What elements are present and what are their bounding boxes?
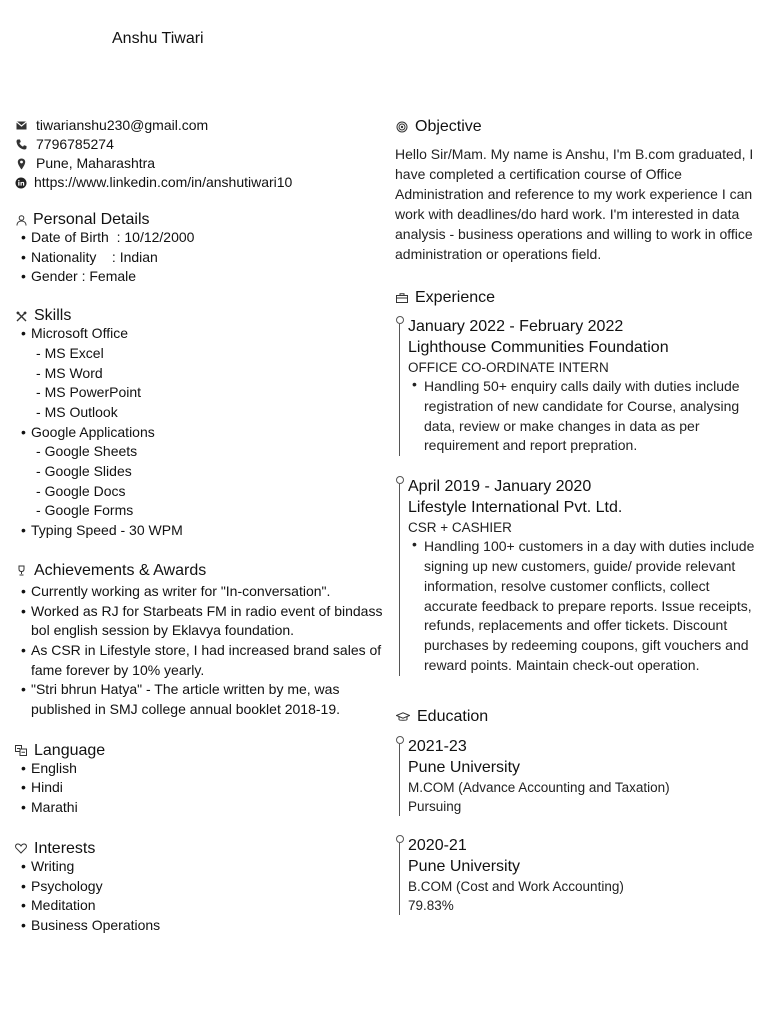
objective-section — [395, 116, 761, 264]
graduation-cap-icon — [395, 710, 411, 724]
personal-title: Personal Details — [33, 211, 150, 228]
list-item: • Hindi — [14, 778, 384, 798]
achievements-heading — [14, 560, 384, 582]
education-status: Pursuing — [408, 798, 462, 814]
target-icon — [395, 120, 409, 134]
map-pin-icon — [14, 157, 28, 171]
objective-heading — [395, 116, 761, 138]
contact-location — [14, 154, 384, 173]
list-item: • Google Applications — [14, 423, 384, 443]
list-subitem: - Google Sheets — [14, 442, 384, 462]
education-school: Pune University — [408, 758, 521, 776]
education-entry — [395, 835, 761, 915]
contact-block — [14, 116, 384, 192]
list-subitem: - MS Outlook — [14, 403, 384, 423]
objective-title: Objective — [415, 118, 482, 135]
list-item: • Nationality : Indian — [14, 248, 384, 268]
list-item: • Psychology — [14, 877, 384, 897]
skills-title: Skills — [34, 307, 72, 325]
email-text: tiwarianshu230@gmail.com — [36, 117, 209, 133]
experience-desc: • Handling 50+ enquiry calls daily with duties include registration of new candidate for Course, analysing data, review or make changes in data as per requirement and report prepration. — [408, 377, 761, 456]
experience-section — [395, 287, 761, 676]
contact-linkedin[interactable] — [14, 173, 384, 192]
list-item: • Currently working as writer for "In-conversation". — [14, 582, 384, 602]
phone-icon — [14, 138, 28, 152]
list-item: • Writing — [14, 857, 384, 877]
skills-section — [14, 305, 384, 541]
timeline-dot — [396, 835, 404, 843]
tools-icon — [14, 309, 28, 323]
achievements-list — [14, 582, 384, 720]
personal-list — [14, 228, 384, 287]
left-column — [14, 116, 384, 936]
timeline-line — [399, 843, 400, 915]
education-degree: M.COM (Advance Accounting and Taxation) — [408, 779, 670, 795]
list-item: • Gender : Female — [14, 267, 384, 287]
achievements-title: Achievements & Awards — [34, 561, 207, 579]
list-subitem: - Google Forms — [14, 501, 384, 521]
timeline-dot — [396, 476, 404, 484]
list-subitem: - MS Word — [14, 364, 384, 384]
experience-entry — [395, 316, 761, 456]
list-item: • As CSR in Lifestyle store, I had increased brand sales of fame forever by 10% yearly. — [14, 641, 384, 680]
timeline-dot — [396, 316, 404, 324]
trophy-icon — [14, 564, 28, 578]
education-school: Pune University — [408, 857, 521, 875]
list-item: • Date of Birth : 10/12/2000 — [14, 228, 384, 248]
linkedin-icon — [14, 176, 28, 190]
education-degree: B.COM (Cost and Work Accounting) — [408, 878, 624, 894]
contact-email[interactable] — [14, 116, 384, 135]
list-item: • Microsoft Office — [14, 324, 384, 344]
education-year: 2020-21 — [408, 836, 467, 854]
list-subitem: - Google Slides — [14, 462, 384, 482]
experience-entry — [395, 476, 761, 676]
list-item: • "Stri bhrun Hatya" - The article written by me, was published in SMJ college annual booklet 2018-19. — [14, 680, 384, 719]
list-subitem: - MS PowerPoint — [14, 383, 384, 403]
interests-section — [14, 838, 384, 936]
briefcase-icon — [395, 291, 409, 305]
list-subitem: - Google Docs — [14, 482, 384, 502]
list-subitem: - MS Excel — [14, 344, 384, 364]
person-icon — [14, 213, 28, 227]
language-section — [14, 740, 384, 818]
list-item: • Business Operations — [14, 916, 384, 936]
skills-list — [14, 324, 384, 541]
timeline-line — [399, 484, 400, 676]
list-item: • Typing Speed - 30 WPM — [14, 521, 384, 541]
phone-text: 7796785274 — [36, 136, 114, 152]
experience-heading — [395, 287, 761, 309]
education-title: Education — [417, 707, 489, 725]
personal-section — [14, 209, 384, 287]
education-heading — [395, 706, 761, 728]
interests-title: Interests — [34, 839, 96, 857]
list-item: • English — [14, 759, 384, 779]
location-text: Pune, Maharashtra — [36, 155, 156, 171]
right-column — [395, 116, 761, 915]
experience-role: OFFICE CO-ORDINATE INTERN — [408, 360, 609, 375]
education-status: 79.83% — [408, 897, 454, 913]
education-section — [395, 706, 761, 915]
language-icon — [14, 744, 28, 758]
experience-date: January 2022 - February 2022 — [408, 318, 624, 335]
list-item: • Marathi — [14, 798, 384, 818]
linkedin-text: https://www.linkedin.com/in/anshutiwari10 — [34, 174, 293, 190]
experience-org: Lifestyle International Pvt. Ltd. — [408, 499, 623, 517]
experience-date: April 2019 - January 2020 — [408, 478, 592, 496]
timeline-line — [399, 744, 400, 816]
heart-icon — [14, 842, 28, 856]
experience-org: Lighthouse Communities Foundation — [408, 339, 669, 356]
timeline-dot — [396, 736, 404, 744]
experience-role: CSR + CASHIER — [408, 520, 512, 536]
contact-phone[interactable] — [14, 135, 384, 154]
interests-list — [14, 857, 384, 936]
education-year: 2021-23 — [408, 737, 467, 755]
education-entry — [395, 736, 761, 816]
experience-desc: • Handling 100+ customers in a day with duties include signing up new customers, guide/ provide relevant information, resolve customer conflicts, collect accurate feedback to prepare reports. Issue receipts, refunds, replacements and offer tickets. Discount purchases by redeeming coupons, gift vouchers and reward points. Maintain check-out operation. — [408, 537, 761, 676]
objective-text: Hello Sir/Mam. My name is Anshu, I'm B.com graduated, I have completed a certification course of Office Administration and reference to my work experience I can work with deadlines/do hard work. I'm interested in data analysis - business operations and willing to work in office administration or operations field. — [395, 146, 754, 262]
envelope-icon — [14, 119, 28, 133]
timeline-line — [399, 324, 400, 456]
resume-name: Anshu Tiwari — [112, 30, 204, 47]
achievements-section — [14, 560, 384, 720]
list-item: • Worked as RJ for Starbeats FM in radio event of bindass bol english session by Eklavya foundation. — [14, 602, 384, 641]
list-item: • Meditation — [14, 896, 384, 916]
experience-title: Experience — [415, 289, 496, 306]
language-list — [14, 759, 384, 818]
language-title: Language — [34, 741, 106, 759]
